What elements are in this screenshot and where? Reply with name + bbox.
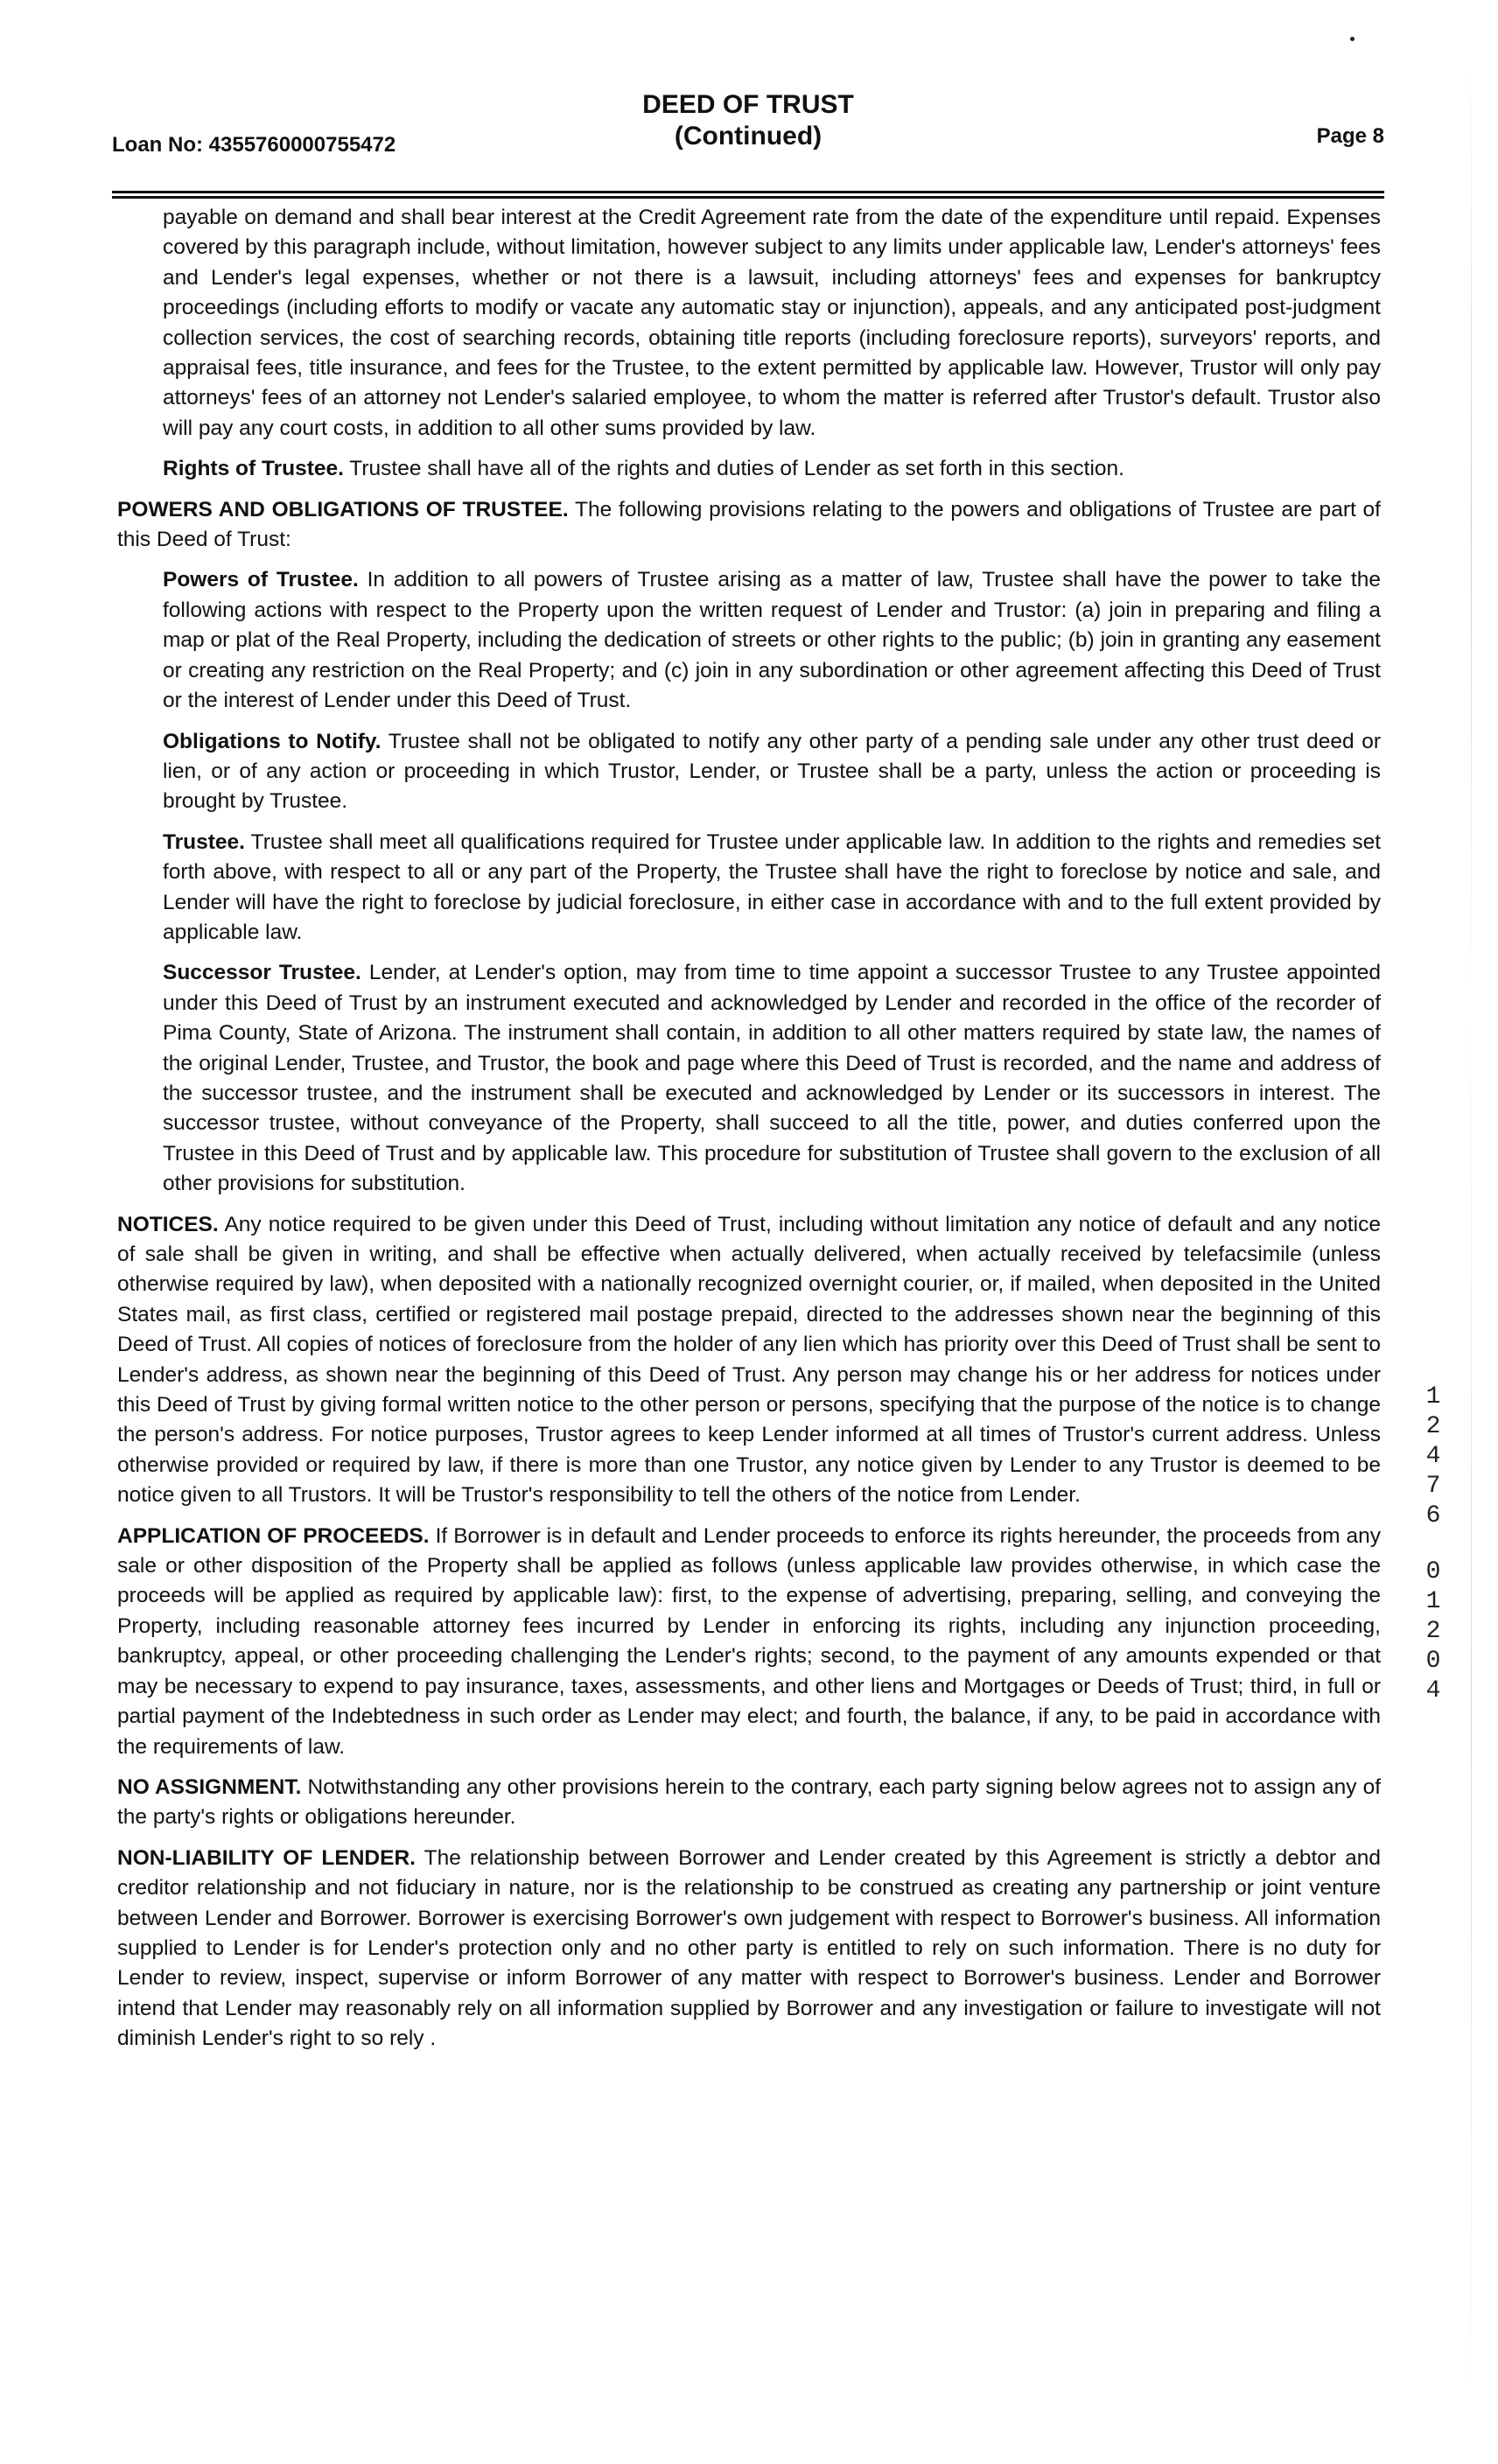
obligations-to-notify-heading: Obligations to Notify. bbox=[163, 729, 382, 753]
trustee-text: Trustee shall meet all qualifications required for Trustee under applicable law. In addition to the rights and remedies set forth above, with respect to all or any part of the Property, the Trustee shall have the right to foreclose by notice and sale, and Lender will have the right to foreclose by judicial foreclosure, in either case in accordance with and to the full extent provided by applicable law. bbox=[163, 830, 1381, 944]
document-subtitle: (Continued) bbox=[674, 122, 822, 150]
notices-heading: NOTICES. bbox=[117, 1212, 219, 1236]
page-header bbox=[112, 84, 1384, 189]
rights-of-trustee-text: Trustee shall have all of the rights and duties of Lender as set forth in this section. bbox=[349, 457, 1124, 481]
no-assignment-heading: NO ASSIGNMENT. bbox=[117, 1774, 302, 1799]
loan-number: Loan No: 4355760000755472 bbox=[112, 133, 396, 157]
powers-of-trustee-text: In addition to all powers of Trustee arising as a matter of law, Trustee shall have the power to take the following actions with respect to the Property upon the written request of Lender and Trustor: (a) join in preparing and filing a map or plat of the Real Property, including the dedication of streets or other rights to the public; (b) join in granting any easement or creating any restriction on the Real Property; and (c) join in any subordination or other agreement affecting this Deed of Trust or the interest of Lender under this Deed of Trust. bbox=[163, 568, 1381, 713]
application-of-proceeds-heading: APPLICATION OF PROCEEDS. bbox=[117, 1523, 430, 1548]
obligations-to-notify-text: Trustee shall not be obligated to notify any other party of a pending sale under any other trust deed or lien, or of any action or proceeding in which Trustor, Lender, or Trustee shall be a party, unless the action or proceeding is brought by Trustee. bbox=[163, 729, 1381, 814]
scan-speck bbox=[1350, 37, 1354, 41]
application-of-proceeds-text: If Borrower is in default and Lender proceeds to enforce its rights hereunder, the proceeds from any sale or other disposition of the Property shall be applied as follows (unless applicable law provides otherwise, in which case the proceeds will be applied as required by applicable law): first, to the expense of advertising, preparing, selling, and conveying the Property, including reasonable attorney fees incurred by Lender in enforcing its rights, including any injunction proceeding, bankruptcy, appeal, or other proceeding challenging the Lender's rights; second, to the payment of any amounts expended or that may be necessary to expend to pay insurance, taxes, assessments, and other liens and Mortgages or Deeds of Trust; third, in full or partial payment of the Indebtedness in such order as Lender may elect; and fourth, the balance, if any, to be paid in accordance with the requirements of law. bbox=[117, 1523, 1381, 1759]
notices-paragraph bbox=[117, 1210, 1381, 1511]
stamp-spacer bbox=[1416, 1531, 1451, 1558]
non-liability-paragraph bbox=[117, 1844, 1381, 2054]
notices-text: Any notice required to be given under this Deed of Trust, including without limitation any notice of default and any notice of sale shall be given in writing, and shall be effective when actually delivered, when actually received by telefacsimile (unless otherwise required by law), when deposited with a nationally recognized overnight courier, or, if mailed, when deposited in the United States mail, as first class, certified or registered mail postage prepaid, directed to the addresses shown near the beginning of this Deed of Trust. All copies of notices of foreclosure from the holder of any lien which has priority over this Deed of Trust shall be sent to Lender's address, as shown near the beginning of this Deed of Trust. Any person may change his or her address for notices under this Deed of Trust by giving formal written notice to the other person or persons, specifying that the purpose of the notice is to change the person's address. For notice purposes, Trustor agrees to keep Lender informed at all times of Trustor's current address. Unless otherwise provided or required by law, if there is more than one Trustor, any notice given by Lender to any Trustor is deemed to be notice given to all Trustors. It will be Trustor's responsibility to tell the others of the notice from Lender. bbox=[117, 1212, 1381, 1508]
docket-page-number-digit: 4 bbox=[1425, 1677, 1441, 1704]
successor-trustee-paragraph bbox=[117, 958, 1381, 1199]
docket-page-number-digit: 2 bbox=[1425, 1618, 1441, 1645]
powers-of-trustee-heading: Powers of Trustee. bbox=[163, 568, 359, 592]
trustee-paragraph bbox=[117, 828, 1381, 948]
successor-trustee-text: Lender, at Lender's option, may from time to time appoint a successor Trustee to any Trustee appointed under this Deed of Trust by an instrument executed and acknowledged by Lender and recorded in the office of the recorder of Pima County, State of Arizona. The instrument shall contain, in addition to all other matters required by state law, the names of the original Lender, Trustee, and Trustor, the book and page where this Deed of Trust is recorded, and the name and address of the successor trustee, and the instrument shall be executed and acknowledged by Lender or its successors in interest. The successor trustee, without conveyance of the Property, shall succeed to all the title, power, and duties conferred upon the Trustee in this Deed of Trust and by applicable law. This procedure for substitution of Trustee shall govern to the exclusion of all other provisions for substitution. bbox=[163, 961, 1381, 1196]
page-number: Page 8 bbox=[1316, 124, 1384, 148]
docket-number bbox=[1416, 1382, 1451, 1531]
trustee-heading: Trustee. bbox=[163, 830, 245, 854]
docket-page-number-digit: 0 bbox=[1425, 1648, 1441, 1675]
document-body bbox=[117, 203, 1381, 2054]
powers-obligations-paragraph bbox=[117, 495, 1381, 556]
scan-edge bbox=[1471, 52, 1472, 2415]
docket-number-digit: 2 bbox=[1425, 1413, 1441, 1440]
docket-page-number-digit: 1 bbox=[1425, 1588, 1441, 1615]
non-liability-heading: NON-LIABILITY OF LENDER. bbox=[117, 1845, 416, 1870]
docket-page-number bbox=[1416, 1558, 1451, 1706]
docket-page-number-digit: 0 bbox=[1425, 1558, 1441, 1586]
powers-of-trustee-paragraph bbox=[117, 565, 1381, 716]
powers-obligations-heading: POWERS AND OBLIGATIONS OF TRUSTEE. bbox=[117, 497, 569, 522]
successor-trustee-heading: Successor Trustee. bbox=[163, 961, 361, 985]
no-assignment-text: Notwithstanding any other provisions herein to the contrary, each party signing below agrees not to assign any of the party's rights or obligations hereunder. bbox=[117, 1774, 1382, 1830]
no-assignment-paragraph bbox=[117, 1773, 1381, 1833]
rights-of-trustee-paragraph bbox=[117, 454, 1381, 484]
docket-number-digit: 6 bbox=[1425, 1502, 1441, 1530]
docket-number-digit: 7 bbox=[1425, 1473, 1441, 1500]
application-of-proceeds-paragraph bbox=[117, 1522, 1381, 1762]
non-liability-text: The relationship between Borrower and Lender created by this Agreement is strictly a debtor and creditor relationship and not fiduciary in nature, nor is the relationship to be construed as creating any partnership or joint venture between Lender and Borrower. Borrower is exercising Borrower's own judgement with respect to Borrower's business. All information supplied to Lender is for Lender's protection only and no other party is entitled to rely on such information. There is no duty for Lender to review, inspect, supervise or inform Borrower of any matter with respect to Borrower's business. Lender and Borrower intend that Lender may reasonably rely on all information supplied by Borrower and any investigation or failure to investigate will not diminish Lender's right to so rely . bbox=[117, 1845, 1382, 2051]
document-title: DEED OF TRUST bbox=[642, 90, 854, 119]
rights-of-trustee-heading: Rights of Trustee. bbox=[163, 457, 344, 481]
recording-number-stamp bbox=[1416, 1382, 1451, 1706]
header-rule-bottom bbox=[112, 196, 1384, 199]
document-title-block bbox=[112, 89, 1384, 152]
obligations-to-notify-paragraph bbox=[117, 727, 1381, 817]
powers-obligations-text: The following provisions relating to the powers and obligations of Trustee are part of this Deed of Trust: bbox=[117, 497, 1381, 552]
docket-number-digit: 4 bbox=[1425, 1443, 1441, 1470]
docket-number-digit: 1 bbox=[1425, 1383, 1441, 1410]
header-rule-top bbox=[112, 191, 1384, 193]
expenses-continued-paragraph: payable on demand and shall bear interest at the Credit Agreement rate from the date of the expenditure until repaid. Expenses covered by this paragraph include, without limitation, however subject to any limits under applicable law, Lender's attorneys' fees and Lender's legal expenses, whether or not there is a lawsuit, including attorneys' fees and expenses for bankruptcy proceedings (including efforts to modify or vacate any automatic stay or injunction), appeals, and any anticipated post-judgment collection services, the cost of searching records, obtaining title reports (including foreclosure reports), surveyors' reports, and appraisal fees, title insurance, and fees for the Trustee, to the extent permitted by applicable law. However, Trustor will only pay attorneys' fees of an attorney not Lender's salaried employee, to whom the matter is referred after Trustor's default. Trustor also will pay any court costs, in addition to all other sums provided by law. bbox=[163, 206, 1381, 440]
